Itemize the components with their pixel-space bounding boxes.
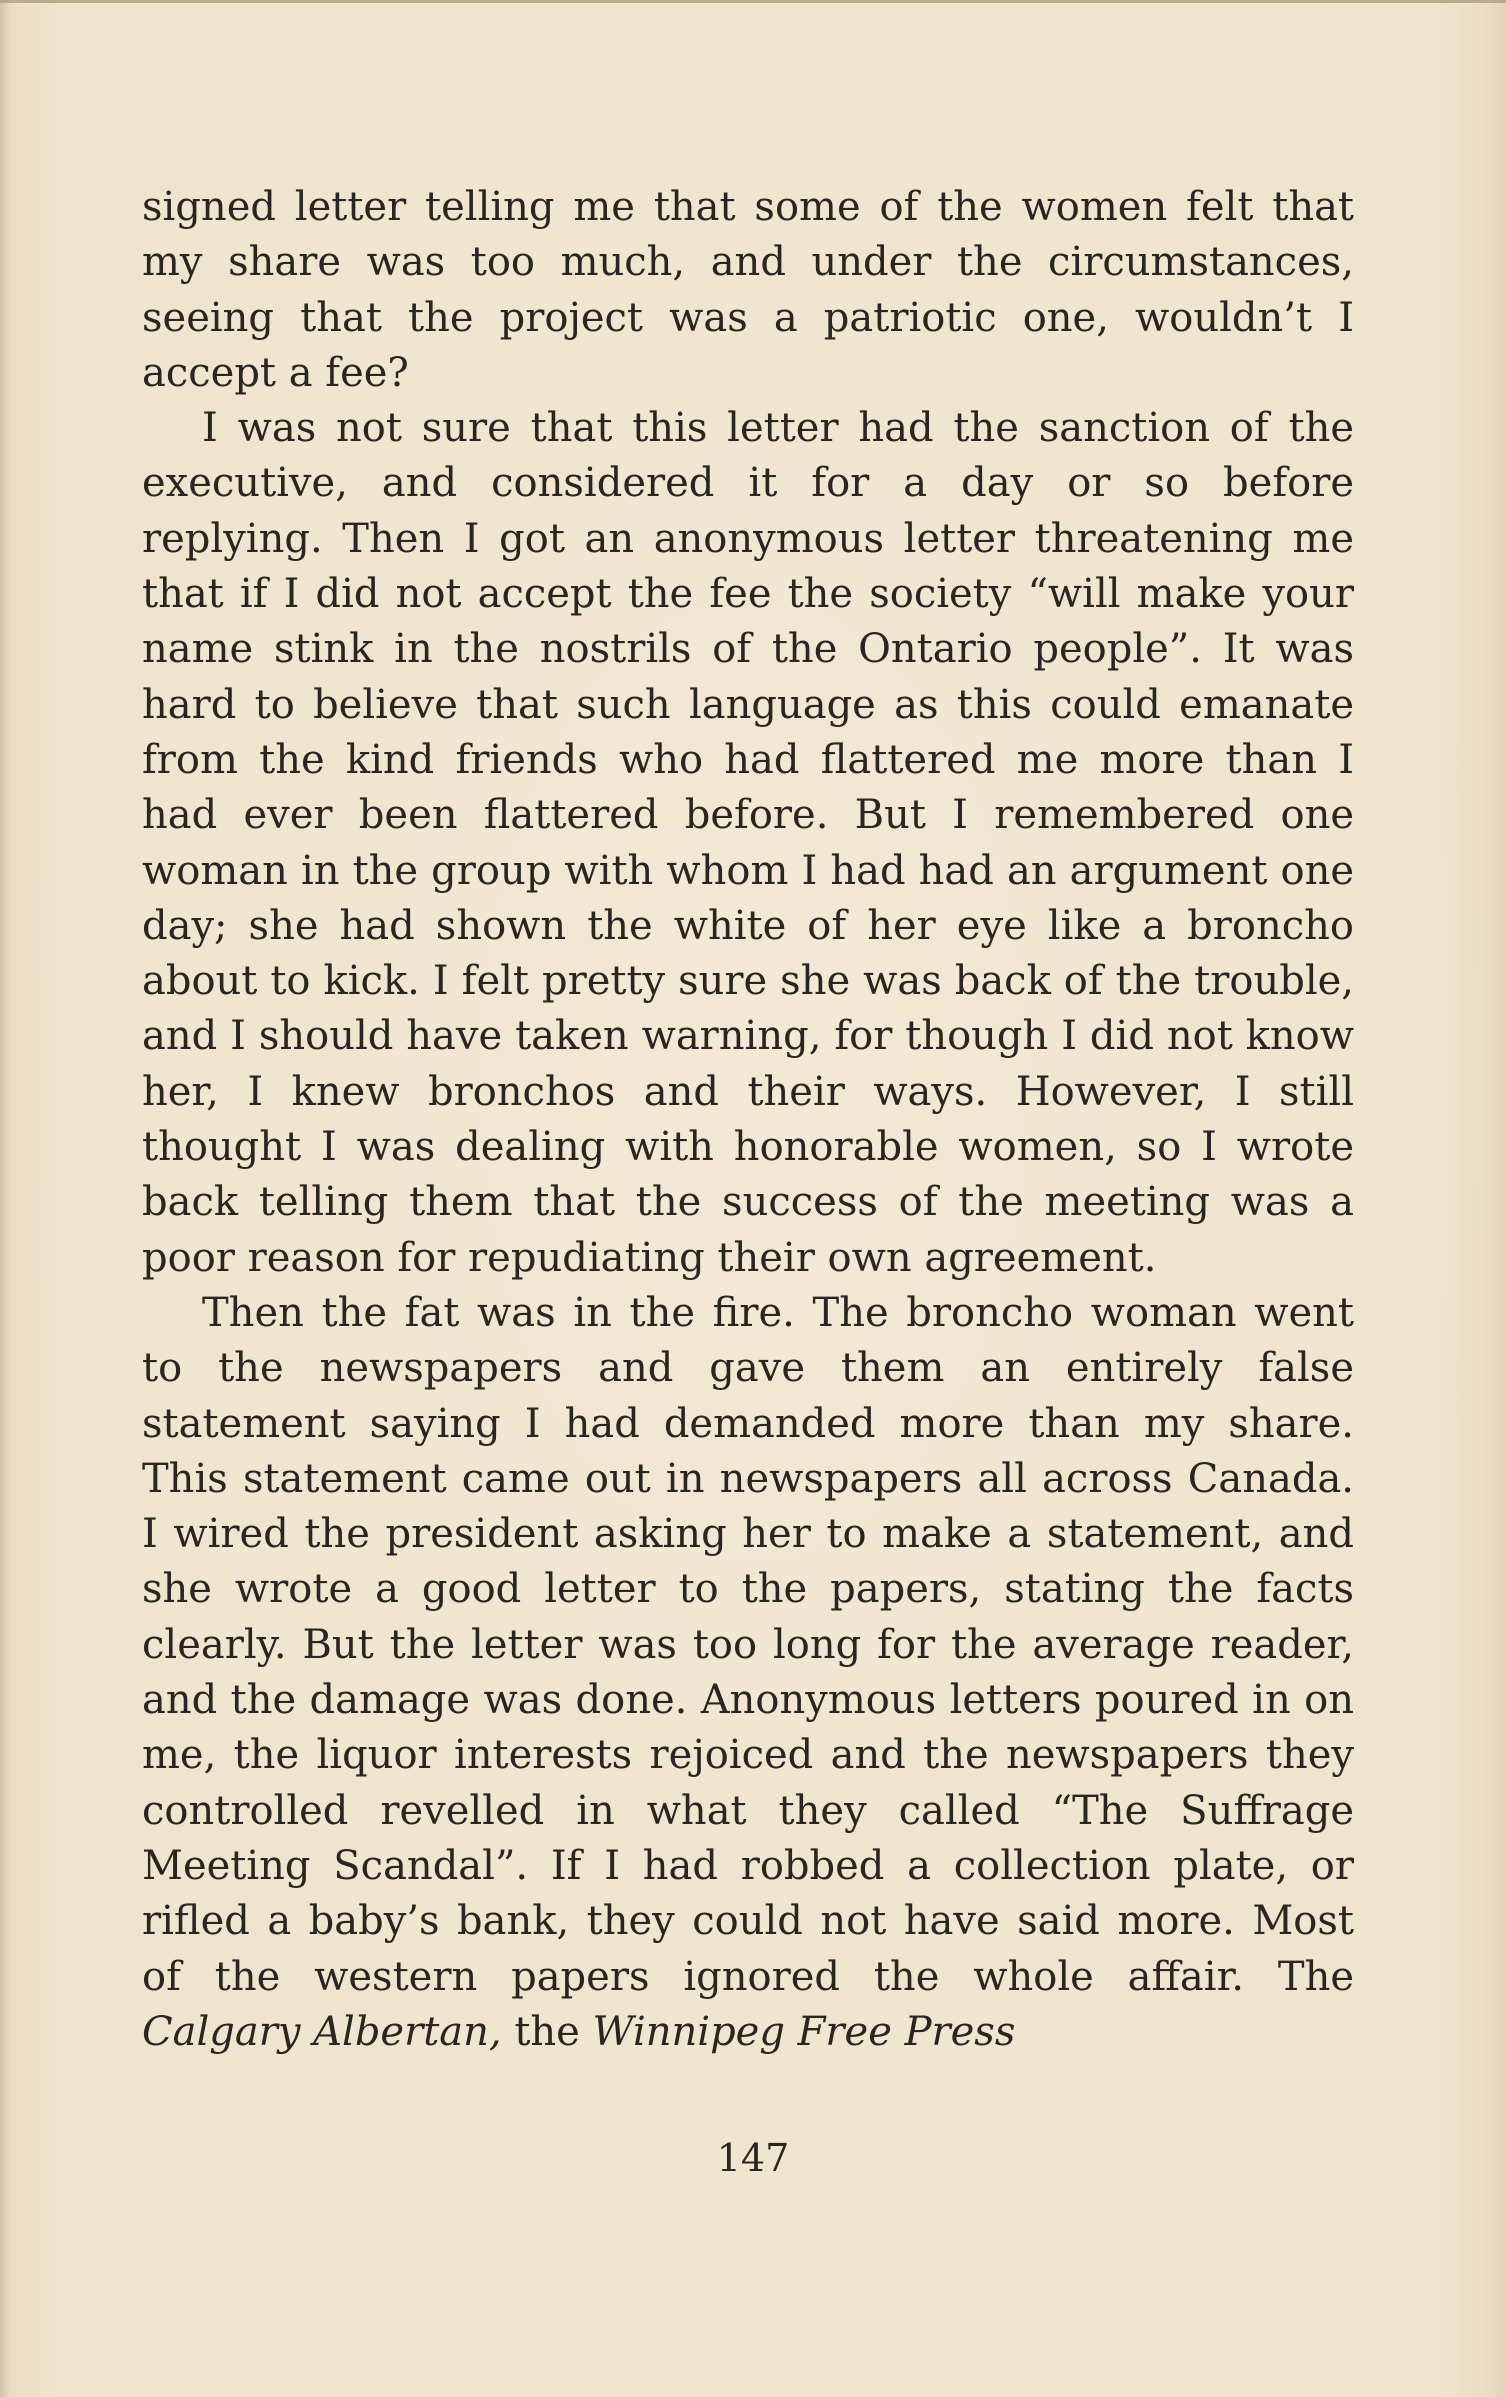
top-edge-rule (0, 0, 1506, 3)
paragraph-text-middle: the (501, 2008, 593, 2055)
italic-calgary-albertan: Calgary Albertan, (142, 2008, 502, 2055)
paragraph-continued: signed letter telling me that some of the women felt that my share was too much, and under the circumstances, seeing that the project was a patriotic one, wouldn’t I accept a fee? (142, 184, 1354, 396)
paragraph-text-before: Then the fat was in the fire. The broncho woman went to the newspapers and gave them an entirely false statement saying I had demanded more than my share. This statement came out in newspapers all across Canada. I wired the president asking her to make a statement, and she wrote a good letter to the papers, stating the facts clearly. But the letter was too long for the average reader, and the damage was done. Anonymous letters poured in on me, the liquor interests rejoiced and the newspapers they controlled revelled in what they called “The Suffrage Meeting Scandal”. If I had robbed a collection plate, or rifled a baby’s bank, they could not have said more. Most of the western papers ignored the whole affair. The (142, 1289, 1354, 2000)
page-gutter-shadow (0, 0, 10, 2397)
paragraph-fat-in-fire (142, 1286, 1354, 2060)
body-text (142, 180, 1354, 2060)
paragraph-anonymous-letter: I was not sure that this letter had the sanction of the executive, and considered it for a day or so before replying. Then I got an anonymous letter threatening me that if I did not accept the fee the society “will make your name stink in the nostrils of the Ontario people”. It was hard to believe that such language as this could emanate from the kind friends who had flattered me more than I had ever been flattered before. But I remembered one woman in the group with whom I had had an argument one day; she had shown the white of her eye like a broncho about to kick. I felt pretty sure she was back of the trouble, and I should have taken warning, for though I did not know her, I knew bronchos and their ways. However, I still thought I was dealing with honorable women, so I wrote back telling them that the success of the meeting was a poor reason for repudiating their own agreement. (142, 405, 1354, 1281)
italic-winnipeg-free-press: Winnipeg Free Press (592, 2008, 1016, 2055)
page-number: 147 (716, 2136, 790, 2180)
